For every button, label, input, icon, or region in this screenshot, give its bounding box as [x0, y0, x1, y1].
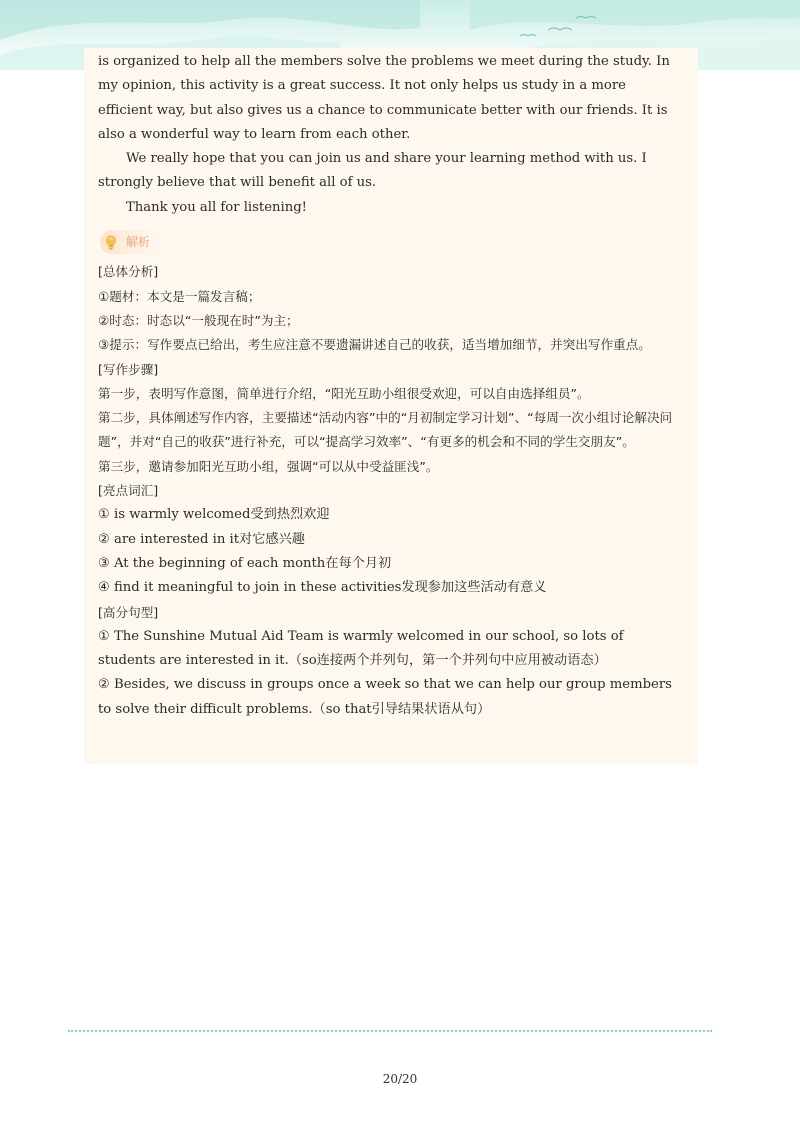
analysis-line: ①题材：本文是一篇发言稿； [98, 288, 261, 304]
analysis-line: ③提示：写作要点已给出，考生应注意不要遗漏讲述自己的收获，适当增加细节，并突出写作重点。 [98, 337, 651, 353]
sentence-pattern-item: ② Besides, we discuss in groups once a week so that we can help our group members to solve their difficult problems.（so that引导结果状语从句） [98, 677, 672, 717]
analysis-line: [亮点词汇] [98, 483, 159, 499]
analysis-line: [写作步骤] [98, 361, 159, 377]
highlight-vocab-item: ① is warmly welcomed受到热烈欢迎 [98, 507, 330, 523]
analysis-line: 第三步，邀请参加阳光互助小组，强调“可以从中受益匪浅”。 [98, 458, 439, 474]
sentence-pattern-item: ① The Sunshine Mutual Aid Team is warmly welcomed in our school, so lots of students are interested in it.（so连接两个并列句，第一个并列句中应用被动语态） [98, 628, 624, 669]
page-number: 20/20 [382, 1072, 418, 1086]
analysis-tag-label: 解析 [126, 234, 151, 249]
essay-paragraph-2: We really hope that you can join us and share your learning method with us. I strongly believe that will benefit all of us. [98, 151, 647, 191]
analysis-tag [100, 230, 164, 254]
lightbulb-icon [102, 233, 120, 251]
highlight-vocab-item: ③ At the beginning of each month在每个月初 [98, 555, 392, 571]
highlight-vocab-item: ② are interested in it对它感兴趣 [98, 531, 305, 547]
analysis-line: [高分句型] [98, 604, 159, 620]
essay-paragraph-3: Thank you all for listening! [126, 199, 307, 215]
analysis-line: 第一步，表明写作意图，简单进行介绍，“阳光互助小组很受欢迎，可以自由选择组员”。 [98, 385, 590, 401]
analysis-line: 第二步，具体阐述写作内容，主要描述“活动内容”中的“月初制定学习计划”、“每周一次小组讨论解决问题”，并对“自己的收获”进行补充，可以“提高学习效率”、“有更多的机会和不同的学生交朋友”。 [98, 410, 673, 450]
analysis-line: [总体分析] [98, 264, 159, 280]
analysis-line: ②时态：时态以“一般现在时”为主； [98, 312, 299, 328]
footer-divider [68, 1030, 712, 1032]
essay-paragraph-1: is organized to help all the members solve the problems we meet during the study. In my opinion, this activity is a great success. It not only helps us study in a more efficient way, but also gives us a chance to communicate better with our friends. It is also a wonderful way to learn from each other. [98, 54, 670, 142]
document-content [98, 50, 678, 722]
highlight-vocab-item: ④ find it meaningful to join in these activities发现参加这些活动有意义 [98, 580, 547, 596]
